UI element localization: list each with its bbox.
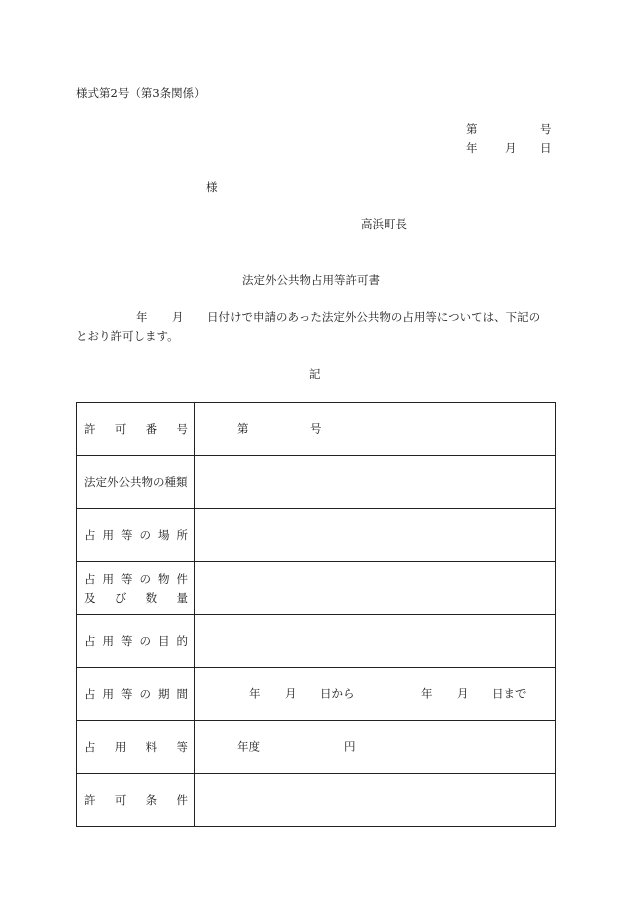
label-char: 所: [176, 528, 188, 542]
table-row: [77, 456, 556, 509]
value-occupancy-location[interactable]: [195, 509, 556, 562]
body-year: 年: [136, 310, 148, 324]
label-char: 件: [176, 571, 188, 586]
label-char: 占: [84, 634, 96, 648]
label-char: 的: [176, 634, 188, 648]
label-char: 期: [158, 687, 170, 701]
label-char: 占: [84, 687, 96, 701]
label-char: 可: [114, 422, 127, 436]
recipient-suffix: 様: [206, 180, 218, 194]
fee-yen: 円: [344, 739, 356, 754]
date-month: 月: [505, 141, 517, 155]
ki-heading: 記: [309, 367, 321, 381]
period-to-month: 月: [457, 686, 469, 701]
label-char: 等: [121, 687, 133, 701]
label-char: 料: [145, 740, 158, 754]
label-char: 用: [102, 634, 114, 648]
permit-table: [76, 402, 556, 827]
value-permit-conditions[interactable]: [195, 774, 556, 827]
label-permit-number: [77, 403, 195, 456]
label-char: 目: [158, 634, 170, 648]
label-char: 件: [176, 793, 188, 807]
label-public-property-type: [77, 456, 195, 509]
label-char: 量: [176, 590, 188, 605]
fee-fiscal-year: 年度: [237, 739, 260, 754]
label-char: 等: [121, 634, 133, 648]
value-public-property-type[interactable]: [195, 456, 556, 509]
label-occupancy-fee: [77, 721, 195, 774]
label-permit-conditions: [77, 774, 195, 827]
body-text-line2: とおり許可します。: [76, 329, 179, 343]
period-from-month: 月: [285, 686, 297, 701]
value-occupancy-fee[interactable]: [195, 721, 556, 774]
value-occupancy-object-quantity[interactable]: [195, 562, 556, 615]
body-text-line1: 日付けで申請のあった法定外公共物の占用等については、下記の: [207, 310, 541, 324]
period-to-year: 年: [421, 686, 433, 701]
label-char: 許: [84, 422, 96, 436]
label-char: 等: [121, 571, 133, 586]
label-char: 番: [145, 422, 158, 436]
form-number: 様式第2号（第3条関係）: [76, 86, 206, 100]
table-row: [77, 721, 556, 774]
period-from-day: 日から: [320, 686, 355, 701]
table-row: [77, 562, 556, 615]
label-char: 用: [114, 740, 127, 754]
issuer-name: 高浜町長: [361, 217, 407, 231]
date-day: 日: [540, 141, 552, 155]
label-occupancy-location: [77, 509, 195, 562]
label-char: 物: [158, 571, 170, 586]
period-to-day: 日まで: [492, 686, 527, 701]
label-char: 間: [176, 687, 188, 701]
permit-number-prefix: 第: [237, 421, 249, 436]
value-occupancy-purpose[interactable]: [195, 615, 556, 668]
label-char: の: [139, 528, 151, 542]
label-char: 条: [145, 793, 158, 807]
label-char: 可: [114, 793, 127, 807]
label-text: 法定外公共物の種類: [84, 475, 188, 489]
label-char: 及: [84, 590, 96, 605]
label-char: 許: [84, 793, 96, 807]
label-char: の: [139, 634, 151, 648]
body-month: 月: [172, 310, 184, 324]
label-char: 用: [102, 687, 114, 701]
label-char: 占: [84, 571, 96, 586]
label-char: び: [114, 590, 127, 605]
label-char: 号: [176, 422, 188, 436]
value-permit-number[interactable]: [195, 403, 556, 456]
doc-number-prefix: 第: [466, 122, 478, 136]
label-char: 用: [102, 528, 114, 542]
label-char: 数: [145, 590, 158, 605]
label-char: の: [139, 687, 151, 701]
period-from-year: 年: [249, 686, 261, 701]
label-char: 占: [84, 528, 96, 542]
label-char: の: [139, 571, 151, 586]
table-row: [77, 509, 556, 562]
label-char: 占: [84, 740, 96, 754]
table-row: [77, 615, 556, 668]
permit-number-suffix: 号: [310, 421, 322, 436]
label-occupancy-period: [77, 668, 195, 721]
label-occupancy-object-quantity: [77, 562, 195, 615]
label-char: 等: [121, 528, 133, 542]
table-row: [77, 774, 556, 827]
label-char: 用: [102, 571, 114, 586]
label-char: 等: [176, 740, 188, 754]
label-occupancy-purpose: [77, 615, 195, 668]
doc-number-suffix: 号: [540, 122, 552, 136]
value-occupancy-period[interactable]: [195, 668, 556, 721]
document-title: 法定外公共物占用等許可書: [242, 273, 380, 287]
table-row: [77, 668, 556, 721]
label-char: 場: [158, 528, 170, 542]
date-year: 年: [466, 141, 478, 155]
table-row: [77, 403, 556, 456]
